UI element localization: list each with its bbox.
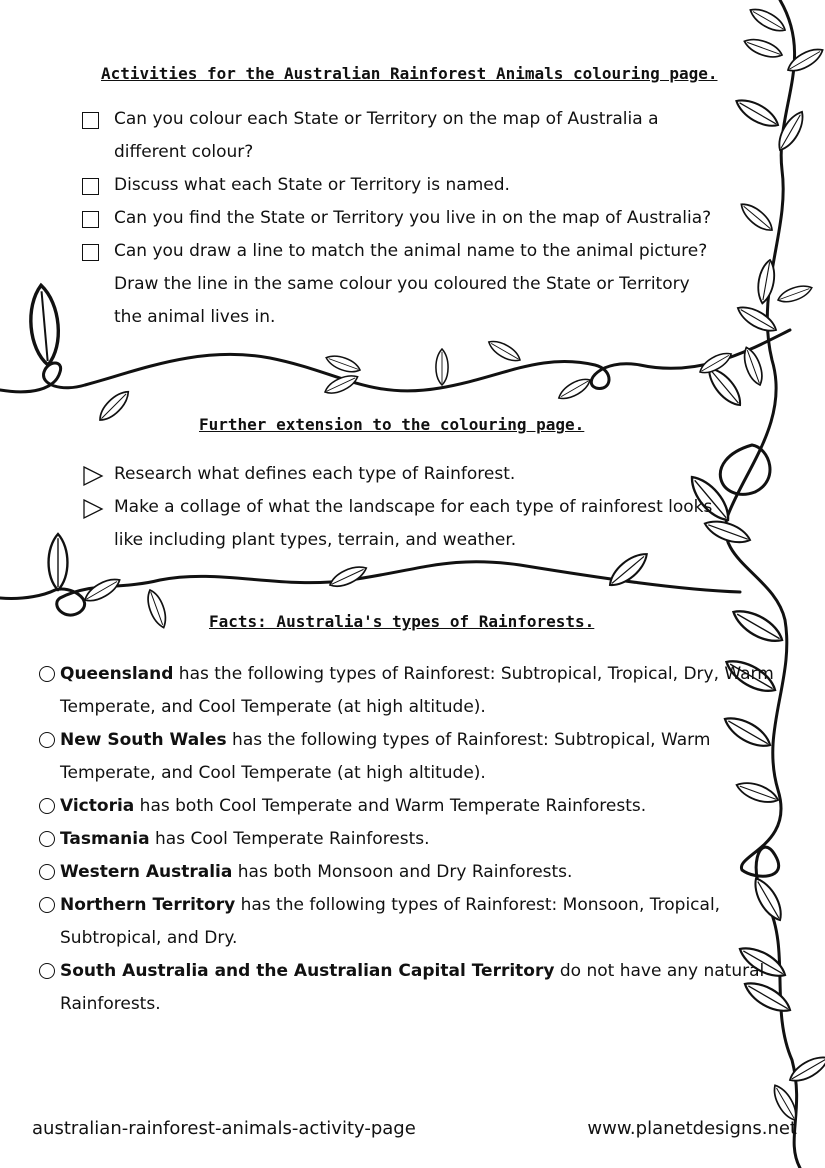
state-name: Victoria — [60, 796, 135, 816]
list-item-text: Research what defines each type of Rainforest. — [114, 464, 516, 484]
list-item — [38, 955, 778, 1021]
checkbox[interactable] — [82, 178, 99, 195]
list-item — [38, 658, 778, 724]
activities-heading: Activities for the Australian Rainforest Animals colouring page. — [101, 64, 718, 83]
list-item — [38, 856, 778, 889]
fact-text: has the following types of Rainforest: Monsoon, Tropical, Subtropical, and Dry. — [60, 895, 721, 948]
list-item — [81, 103, 721, 169]
list-item-text: Make a collage of what the landscape for each type of rainforest looks like including plant types, terrain, and weather. — [114, 497, 713, 550]
state-name: Queensland — [60, 664, 174, 684]
fact-text: do not have any natural Rainforests. — [60, 961, 765, 1014]
circle-bullet-icon — [39, 864, 55, 880]
circle-bullet-icon — [39, 897, 55, 913]
extension-heading: Further extension to the colouring page. — [199, 415, 585, 434]
fact-text: has both Monsoon and Dry Rainforests. — [232, 862, 573, 882]
list-item — [38, 889, 778, 955]
list-item — [81, 169, 721, 202]
state-name: New South Wales — [60, 730, 227, 750]
fact-text: has both Cool Temperate and Warm Temperate Rainforests. — [134, 796, 647, 816]
facts-heading: Facts: Australia's types of Rainforests. — [209, 612, 595, 631]
list-item — [81, 235, 721, 334]
list-item-text: Can you find the State or Territory you live in on the map of Australia? — [114, 208, 712, 228]
list-item — [38, 724, 778, 790]
checkbox[interactable] — [82, 112, 99, 129]
circle-bullet-icon — [39, 666, 55, 682]
state-name: Tasmania — [60, 829, 150, 849]
circle-bullet-icon — [39, 732, 55, 748]
footer-page-name: australian-rainforest-animals-activity-page — [32, 1118, 416, 1139]
circle-bullet-icon — [39, 963, 55, 979]
list-item — [81, 458, 721, 491]
triangle-bullet-icon — [82, 465, 104, 487]
circle-bullet-icon — [39, 798, 55, 814]
checkbox[interactable] — [82, 211, 99, 228]
list-item — [81, 491, 721, 557]
activities-checklist — [81, 103, 721, 334]
list-item — [81, 202, 721, 235]
fact-text: has Cool Temperate Rainforests. — [149, 829, 430, 849]
upper-vine-stem — [0, 330, 790, 392]
fact-text: has the following types of Rainforest: Subtropical, Warm Temperate, and Cool Temperate (at high altitude). — [60, 730, 711, 783]
state-name: Western Australia — [60, 862, 233, 882]
list-item-text: Discuss what each State or Territory is named. — [114, 175, 510, 195]
list-item-text: Can you colour each State or Territory on the map of Australia a different colour? — [114, 109, 659, 162]
state-name: South Australia and the Australian Capital Territory — [60, 961, 555, 981]
list-item — [38, 823, 778, 856]
fact-text: has the following types of Rainforest: Subtropical, Tropical, Dry, Warm Temperate, and Cool Temperate (at high altitude). — [60, 664, 774, 717]
list-item-text: Can you draw a line to match the animal name to the animal picture? Draw the line in the same colour you coloured the State or Territory the animal lives in. — [114, 241, 708, 327]
state-name: Northern Territory — [60, 895, 236, 915]
triangle-bullet-icon — [82, 498, 104, 520]
circle-bullet-icon — [39, 831, 55, 847]
facts-list — [38, 658, 778, 1021]
footer-website: www.planetdesigns.net — [587, 1118, 797, 1139]
extension-list — [81, 458, 721, 557]
list-item — [38, 790, 778, 823]
checkbox[interactable] — [82, 244, 99, 261]
